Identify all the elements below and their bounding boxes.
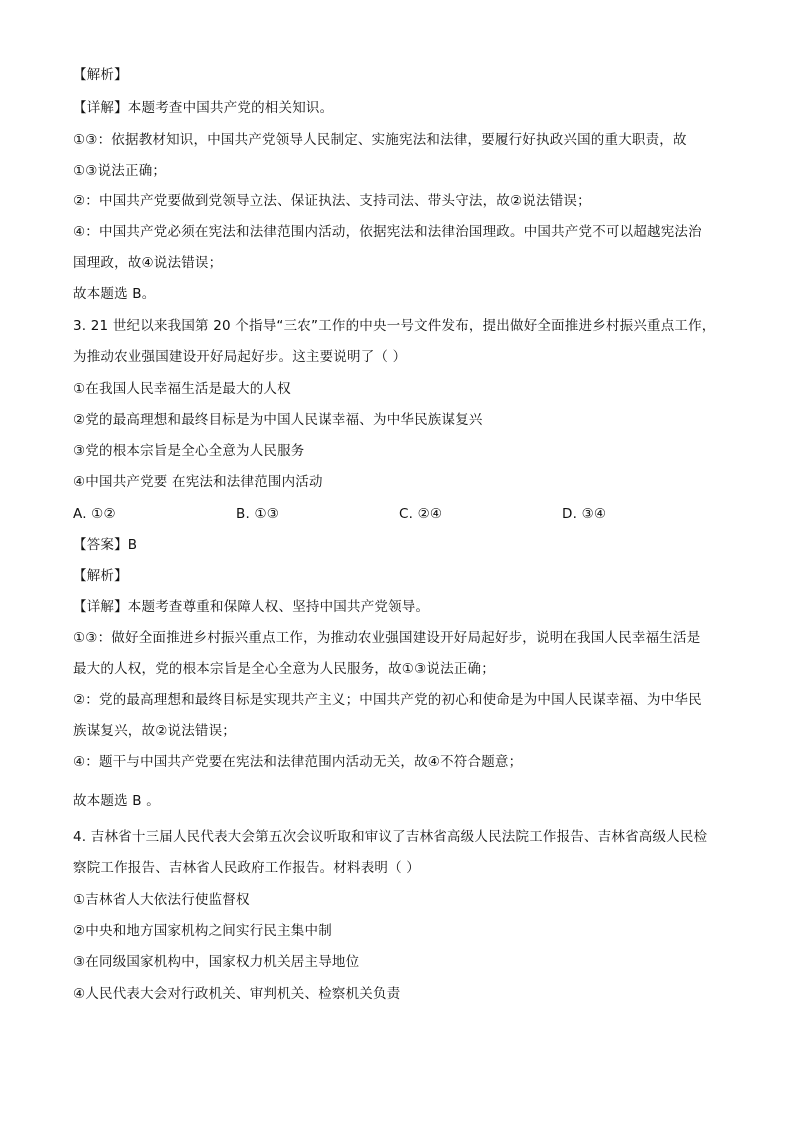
q4-statement-2: ②中央和地方国家机构之间实行民主集中制 <box>73 923 332 939</box>
q4-stem-line1: 4. 吉林省十三届人民代表大会第五次会议听取和审议了吉林省高级人民法院工作报告、吉林省高级人民检 <box>73 829 708 845</box>
q2-analysis-heading: 【解析】 <box>73 67 128 83</box>
q3-statement-2: ②党的最高理想和最终目标是为中国人民谋幸福、为中华民族谋复兴 <box>73 412 483 428</box>
q2-point-13-line1: ①③：依据教材知识，中国共产党领导人民制定、实施宪法和法律，要履行好执政兴国的重大职责，故 <box>73 132 687 148</box>
q3-point-2-line1: ②：党的最高理想和最终目标是实现共产主义；中国共产党的初心和使命是为中国人民谋幸福、为中华民 <box>73 692 702 708</box>
q3-conclusion: 故本题选 B 。 <box>73 793 160 809</box>
q3-statement-1: ①在我国人民幸福生活是最大的人权 <box>73 381 291 397</box>
q3-detail-intro: 【详解】本题考查尊重和保障人权、坚持中国共产党领导。 <box>73 599 430 615</box>
q3-statement-4: ④中国共产党要 在宪法和法律范围内活动 <box>73 474 323 490</box>
q3-point-13-line2: 最大的人权，党的根本宗旨是全心全意为人民服务，故①③说法正确； <box>73 661 495 677</box>
q4-statement-3: ③在同级国家机构中，国家权力机关居主导地位 <box>73 954 360 970</box>
q3-answer: 【答案】B <box>73 537 138 553</box>
q3-analysis-heading: 【解析】 <box>73 568 128 584</box>
q3-point-2-line2: 族谋复兴，故②说法错误； <box>73 723 237 739</box>
q3-stem-line1: 3. 21 世纪以来我国第 20 个指导“三农”工作的中央一号文件发布，提出做好全面推进乡村振兴重点工作， <box>73 318 716 334</box>
q3-point-13-line1: ①③：做好全面推进乡村振兴重点工作，为推动农业强国建设开好局起好步，说明在我国人民幸福生活是 <box>73 630 701 646</box>
q3-option-b: B. ①③ <box>236 506 280 522</box>
q2-point-4-line2: 国理政，故④说法错误； <box>73 255 223 271</box>
q2-point-2: ②：中国共产党要做到党领导立法、保证执法、支持司法、带头守法，故②说法错误； <box>73 193 591 209</box>
q2-conclusion: 故本题选 B。 <box>73 286 156 302</box>
q3-option-d: D. ③④ <box>562 506 607 522</box>
q4-stem-line2: 察院工作报告、吉林省人民政府工作报告。材料表明（ ） <box>73 860 420 876</box>
q3-option-c: C. ②④ <box>399 506 443 522</box>
q3-point-4: ④：题干与中国共产党要在宪法和法律范围内活动无关，故④不符合题意； <box>73 754 523 770</box>
q3-options <box>73 505 733 523</box>
q2-point-13-line2: ①③说法正确； <box>73 163 167 179</box>
q2-detail-intro: 【详解】本题考查中国共产党的相关知识。 <box>73 100 334 116</box>
q3-option-a: A. ①② <box>73 506 116 522</box>
q3-stem-line2: 为推动农业强国建设开好局起好步。这主要说明了（ ） <box>73 349 407 365</box>
q4-statement-4: ④人民代表大会对行政机关、审判机关、检察机关负责 <box>73 986 401 1002</box>
q3-statement-3: ③党的根本宗旨是全心全意为人民服务 <box>73 443 305 459</box>
q2-point-4-line1: ④：中国共产党必须在宪法和法律范围内活动，依据宪法和法律治国理政。中国共产党不可以超越宪法治 <box>73 224 702 240</box>
q4-statement-1: ①吉林省人大依法行使监督权 <box>73 892 250 908</box>
